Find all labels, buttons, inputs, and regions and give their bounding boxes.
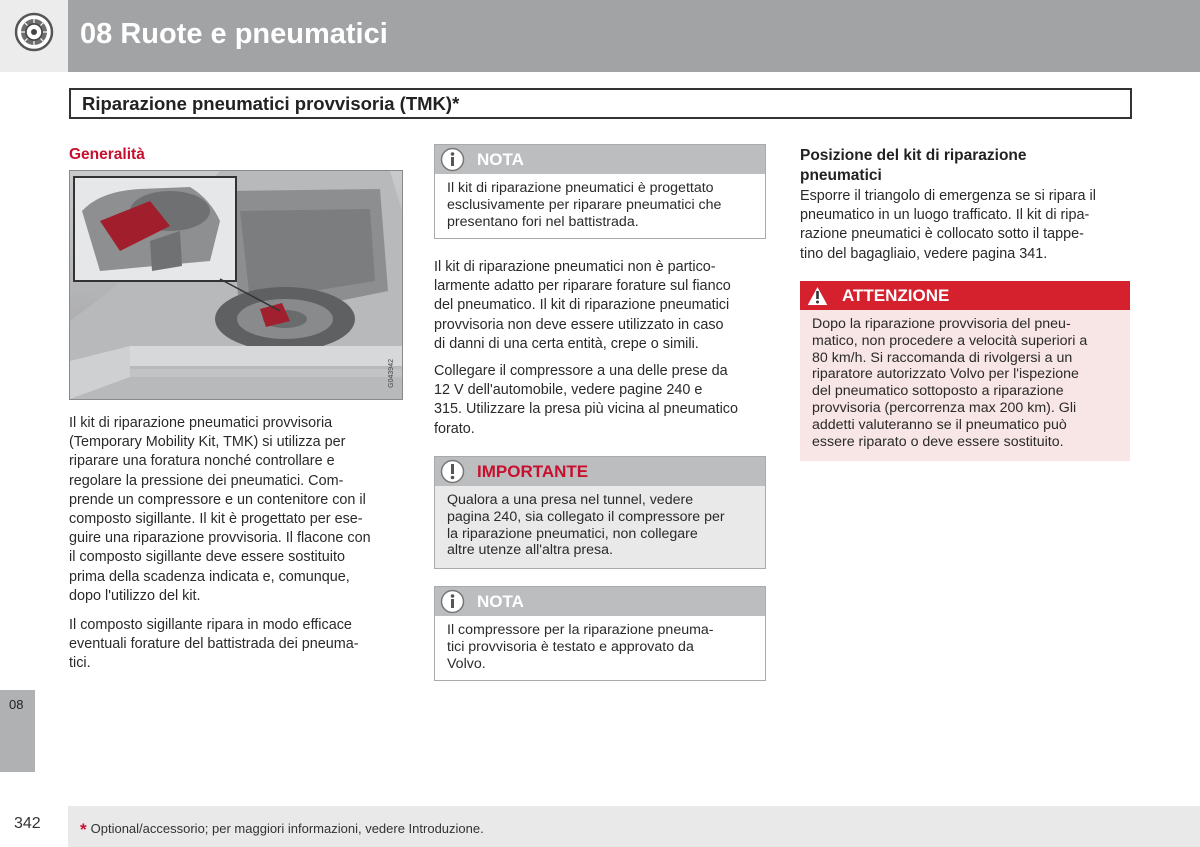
note-label: NOTA xyxy=(477,150,524,169)
exclamation-icon xyxy=(439,458,466,485)
mid-p1-line: di danni di una certa entità, crepe o simili. xyxy=(434,335,699,352)
image-code: G043942 xyxy=(388,359,395,388)
note-line: Il compressore per la riparazione pneuma- xyxy=(447,622,714,638)
important-text xyxy=(447,492,757,559)
mid-paragraph-1 xyxy=(434,258,768,354)
important-box xyxy=(434,456,766,569)
left-p1-line: regolare la pressione dei pneumatici. Com- xyxy=(69,472,344,489)
note-line: presentano fori nel battistrada. xyxy=(447,213,639,230)
important-line: altre utenze all'altra presa. xyxy=(447,542,613,559)
mid-paragraph-2 xyxy=(434,362,768,439)
info-icon xyxy=(439,146,466,173)
warning-header xyxy=(800,281,1130,310)
left-p2-line: eventuali forature del battistrada dei pneuma- xyxy=(69,636,359,653)
important-header xyxy=(435,457,765,486)
warning-line: addetti valuteranno se il pneumatico può xyxy=(812,416,1067,433)
left-p1-line: Il kit di riparazione pneumatici provvisoria xyxy=(69,415,333,431)
chapter-title: 08 Ruote e pneumatici xyxy=(80,18,388,50)
warning-line: matico, non procedere a velocità superiori a xyxy=(812,332,1088,349)
left-p2-line: Il composto sigillante ripara in modo efficace xyxy=(69,617,352,633)
footnote-star: * xyxy=(80,820,87,839)
important-line: la riparazione pneumatici, non collegare xyxy=(447,525,698,542)
mid-p1-line: provvisoria non deve essere utilizzato in caso xyxy=(434,316,724,333)
note-line: tici provvisoria è testato e approvato da xyxy=(447,638,694,655)
left-p1-line: composto sigillante. Il kit è progettato per ese- xyxy=(69,511,363,528)
footer-note xyxy=(80,818,484,838)
warning-label: ATTENZIONE xyxy=(842,286,950,305)
left-p1-line: prende un compressore e un contenitore con il xyxy=(69,491,366,508)
right-p1-line: Esporre il triangolo di emergenza se si ripara il xyxy=(800,188,1096,204)
note-line: esclusivamente per riparare pneumatici che xyxy=(447,196,722,213)
note-box-1 xyxy=(434,144,766,239)
footnote-text: Optional/accessorio; per maggiori informazioni, vedere Introduzione. xyxy=(90,821,484,836)
left-p1-line: riparare una foratura nonché controllare e xyxy=(69,453,335,470)
mid-p1-line: Il kit di riparazione pneumatici non è partico- xyxy=(434,259,716,275)
important-label: IMPORTANTE xyxy=(477,462,589,481)
note-line: Il kit di riparazione pneumatici è progettato xyxy=(447,180,714,196)
warning-line: provvisoria (percorrenza max 200 km). Gli xyxy=(812,399,1077,416)
note-text xyxy=(447,180,757,230)
left-p2-line: tici. xyxy=(69,655,91,672)
warning-triangle-icon xyxy=(804,282,831,309)
heading-generalita: Generalità xyxy=(69,146,145,163)
note-label: NOTA xyxy=(477,592,524,611)
note-header xyxy=(435,587,765,616)
note-header xyxy=(435,145,765,174)
warning-line: 80 km/h. Si raccomanda di rivolgersi a un xyxy=(812,349,1073,366)
left-paragraph-2 xyxy=(69,616,401,674)
heading-line: Posizione del kit di riparazione xyxy=(800,147,1027,164)
left-p1-line: dopo l'utilizzo del kit. xyxy=(69,587,201,604)
info-icon xyxy=(439,588,466,615)
page-number: 342 xyxy=(14,815,41,832)
section-title-box xyxy=(69,88,1132,119)
mid-p1-line: del pneumatico. Il kit di riparazione pneumatici xyxy=(434,297,730,314)
right-p1-line: pneumatico in un luogo trafficato. Il kit di ripa- xyxy=(800,207,1090,224)
left-p1-line: il composto sigillante deve essere sostituito xyxy=(69,549,345,566)
right-paragraph-1 xyxy=(800,187,1132,264)
left-paragraph-1 xyxy=(69,414,401,606)
important-line: Qualora a una presa nel tunnel, vedere xyxy=(447,492,694,508)
tire-icon xyxy=(14,12,54,52)
left-p1-line: (Temporary Mobility Kit, TMK) si utilizza per xyxy=(69,434,346,451)
important-line: pagina 240, sia collegato il compressore per xyxy=(447,508,725,525)
note-box-2 xyxy=(434,586,766,681)
warning-text xyxy=(812,316,1122,450)
mid-p2-line: 315. Utilizzare la presa più vicina al pneumatico xyxy=(434,401,738,418)
warning-line: Dopo la riparazione provvisoria del pneu- xyxy=(812,316,1071,332)
note-text xyxy=(447,622,757,672)
note-line: Volvo. xyxy=(447,655,486,672)
warning-line: riparatore autorizzato Volvo per l'ispezione xyxy=(812,366,1079,383)
chapter-side-tab-label: 08 xyxy=(9,697,24,712)
right-p1-line: razione pneumatici è collocato sotto il tappe- xyxy=(800,226,1084,243)
section-title: Riparazione pneumatici provvisoria (TMK)* xyxy=(82,93,460,114)
mid-p2-line: Collegare il compressore a una delle prese da xyxy=(434,363,728,379)
heading-line: pneumatici xyxy=(800,167,882,184)
heading-posizione xyxy=(800,146,1130,186)
left-p1-line: prima della scadenza indicata e, comunque, xyxy=(69,568,350,585)
chapter-side-tab xyxy=(0,690,35,772)
warning-line: del pneumatico sottoposto a riparazione xyxy=(812,383,1064,400)
mid-p2-line: 12 V dell'automobile, vedere pagine 240 e xyxy=(434,382,703,399)
right-p1-line: tino del bagagliaio, vedere pagina 341. xyxy=(800,245,1048,262)
mid-p2-line: forato. xyxy=(434,420,475,437)
warning-line: essere riparato o deve essere sostituito. xyxy=(812,433,1064,450)
left-p1-line: guire una riparazione provvisoria. Il flacone con xyxy=(69,530,371,547)
trunk-illustration xyxy=(69,170,403,400)
warning-box xyxy=(800,281,1130,461)
mid-p1-line: larmente adatto per riparare forature sul fianco xyxy=(434,278,731,295)
